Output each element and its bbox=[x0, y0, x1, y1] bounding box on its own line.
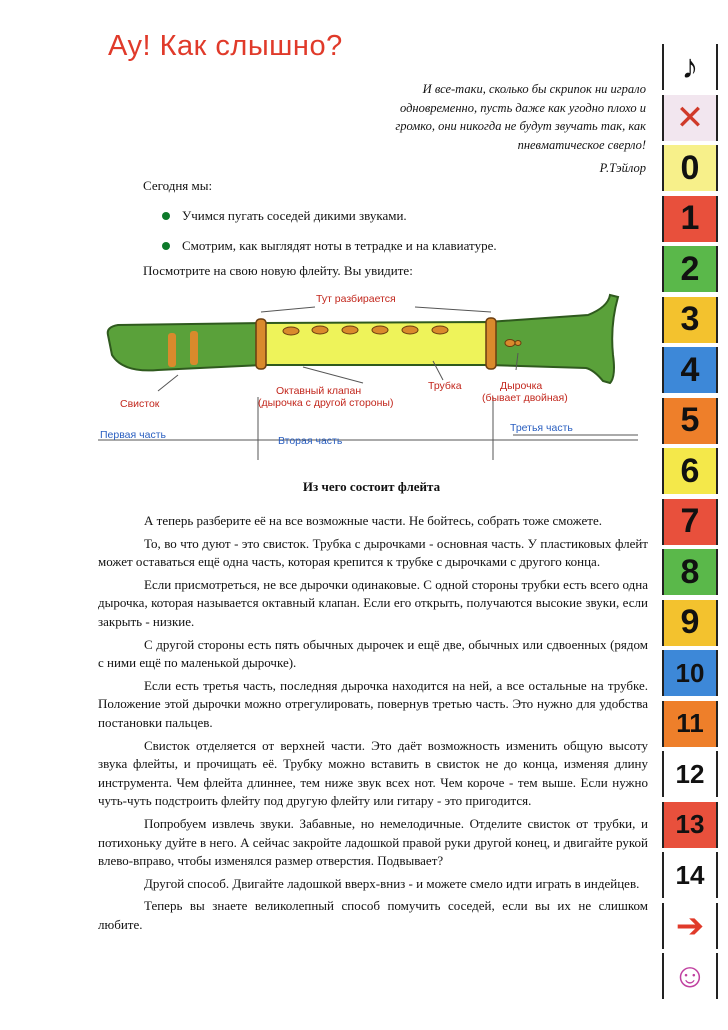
flute-ring bbox=[168, 333, 176, 367]
paragraph: Теперь вы знаете великолепный способ помучить соседей, если вы их не слишком любите. bbox=[98, 898, 648, 932]
crossed-out-icon[interactable]: ✕ bbox=[662, 95, 718, 141]
label-part-2: Вторая часть bbox=[278, 435, 343, 447]
pointer-line bbox=[158, 375, 178, 391]
figure-caption: Из чего состоит флейта bbox=[302, 479, 441, 494]
paragraph: Если присмотреться, не все дырочки одинаковые. С одной стороны трубки есть всего одна дырочка, которая называется октавный клапан. Если его открыть, получаются высокие звуки, если закрыть - низкие. bbox=[98, 576, 648, 629]
label-disassembles: Тут разбирается bbox=[316, 293, 396, 305]
flute-diagram bbox=[98, 285, 638, 460]
flute-hole bbox=[515, 341, 521, 346]
label-part-1: Первая часть bbox=[100, 429, 166, 441]
flute-ring bbox=[486, 318, 496, 369]
chapter-tab-0[interactable]: 0 bbox=[662, 145, 718, 191]
chapter-tab-8[interactable]: 8 bbox=[662, 549, 718, 595]
label-tube: Трубка bbox=[428, 380, 462, 392]
chapter-tab-1[interactable]: 1 bbox=[662, 196, 718, 242]
chapter-tab-4[interactable]: 4 bbox=[662, 347, 718, 393]
page-title: Ау! Как слышно? bbox=[108, 30, 343, 62]
epigraph bbox=[326, 80, 646, 178]
pointer-line bbox=[303, 367, 363, 383]
flute-hole bbox=[342, 326, 358, 334]
chapter-tab-14[interactable]: 14 bbox=[662, 852, 718, 898]
chapter-tab-6[interactable]: 6 bbox=[662, 448, 718, 494]
label-octave-valve-note: (дырочка с другой стороны) bbox=[258, 397, 394, 409]
paragraph: А теперь разберите её на все возможные части. Не бойтесь, собрать тоже сможете. bbox=[144, 513, 602, 528]
label-octave-valve: Октавный клапан bbox=[276, 385, 362, 397]
intro-text: Сегодня мы: bbox=[143, 178, 213, 193]
chapter-tab-7[interactable]: 7 bbox=[662, 499, 718, 545]
flute-hole bbox=[432, 326, 448, 334]
flute-bell-part bbox=[488, 295, 618, 383]
epigraph-author: Р.Тэйлор bbox=[599, 161, 646, 175]
flute-hole bbox=[372, 326, 388, 334]
paragraph: Свисток отделяется от верхней части. Это даёт возможность изменить общую высоту звука флейты, и прочищать её. Трубку можно вставить в свисток не до конца, изменяя длину инструмента. Чем флейта длиннее, тем ниже звук всех нот. Чем короче - тем выше. Если нужно чуть-чуть подстроить флейту под другую флейту или гитару - это пригодится. bbox=[98, 737, 648, 809]
paragraph: С другой стороны есть пять обычных дырочек и ещё две, обычных или сдвоенных (рядом с ними ещё по маленькой дырочке). bbox=[98, 636, 648, 671]
bullet-item: Учимся пугать соседей дикими звуками. bbox=[160, 206, 497, 236]
bullet-item: Смотрим, как выглядят ноты в тетрадке и на клавиатуре. bbox=[160, 236, 497, 266]
paragraph: Если есть третья часть, последняя дырочка находится на ней, а все остальные на трубке. Положение этой дырочки можно отрегулировать, повернув третью часть. Это нужно для удобства постановки пальцев. bbox=[98, 677, 648, 730]
chapter-tab-9[interactable]: 9 bbox=[662, 600, 718, 646]
chapter-tab-12[interactable]: 12 bbox=[662, 751, 718, 797]
chapter-tab-3[interactable]: 3 bbox=[662, 297, 718, 343]
chapter-tab-2[interactable]: 2 bbox=[662, 246, 718, 292]
lead-text: Посмотрите на свою новую флейту. Вы увидите: bbox=[143, 263, 413, 278]
flute-ring bbox=[190, 331, 198, 365]
epigraph-line: пневматическое сверло! bbox=[517, 137, 646, 152]
body-text bbox=[98, 512, 648, 938]
chapter-tab-13[interactable]: 13 bbox=[662, 802, 718, 848]
pointer-line bbox=[261, 307, 315, 312]
note-icon[interactable]: ♪ bbox=[662, 44, 718, 90]
chapter-tab-11[interactable]: 11 bbox=[662, 701, 718, 747]
chapter-tab-5[interactable]: 5 bbox=[662, 398, 718, 444]
flute-hole bbox=[283, 327, 299, 335]
flute-whistle-part bbox=[108, 323, 263, 370]
pointer-line bbox=[415, 307, 491, 312]
paragraph: Другой способ. Двигайте ладошкой вверх-вниз - и можете смело идти играть в индейцев. bbox=[144, 875, 640, 891]
epigraph-line: громко, они никогда не будут звучать так, как bbox=[395, 119, 646, 133]
label-hole-note: (бывает двойная) bbox=[482, 392, 568, 404]
label-whistle: Свисток bbox=[120, 398, 160, 410]
chapter-tab-10[interactable]: 10 bbox=[662, 650, 718, 696]
flute-hole bbox=[402, 326, 418, 334]
flute-hole bbox=[312, 326, 328, 334]
bullet-list bbox=[160, 206, 497, 266]
epigraph-line: одновременно, пусть даже как угодно плохо и bbox=[400, 100, 646, 115]
paragraph: То, во что дуют - это свисток. Трубка с дырочками - основная часть. У пластиковых флейт может оставаться ещё одна часть, которая крепится к трубке с дырочками с другого конца. bbox=[98, 535, 648, 570]
face-icon[interactable]: ☺ bbox=[662, 953, 718, 999]
chapter-strip bbox=[662, 44, 720, 1014]
epigraph-line: И все-таки, сколько бы скрипок ни играло bbox=[422, 82, 646, 96]
flute-hole bbox=[505, 340, 515, 347]
paragraph: Попробуем извлечь звуки. Забавные, но немелодичные. Отделите свисток от трубки, и потихоньку дуйте в него. А сейчас закройте ладошкой правой руки другой конец, и двигайте рукой влево-вправо, чтобы изменялся размер отверстия. Подвывает? bbox=[98, 815, 648, 869]
label-hole: Дырочка bbox=[500, 380, 543, 392]
flute-ring bbox=[256, 319, 266, 369]
label-part-3: Третья часть bbox=[510, 422, 573, 434]
arrow-right-icon[interactable]: ➔ bbox=[662, 903, 718, 949]
